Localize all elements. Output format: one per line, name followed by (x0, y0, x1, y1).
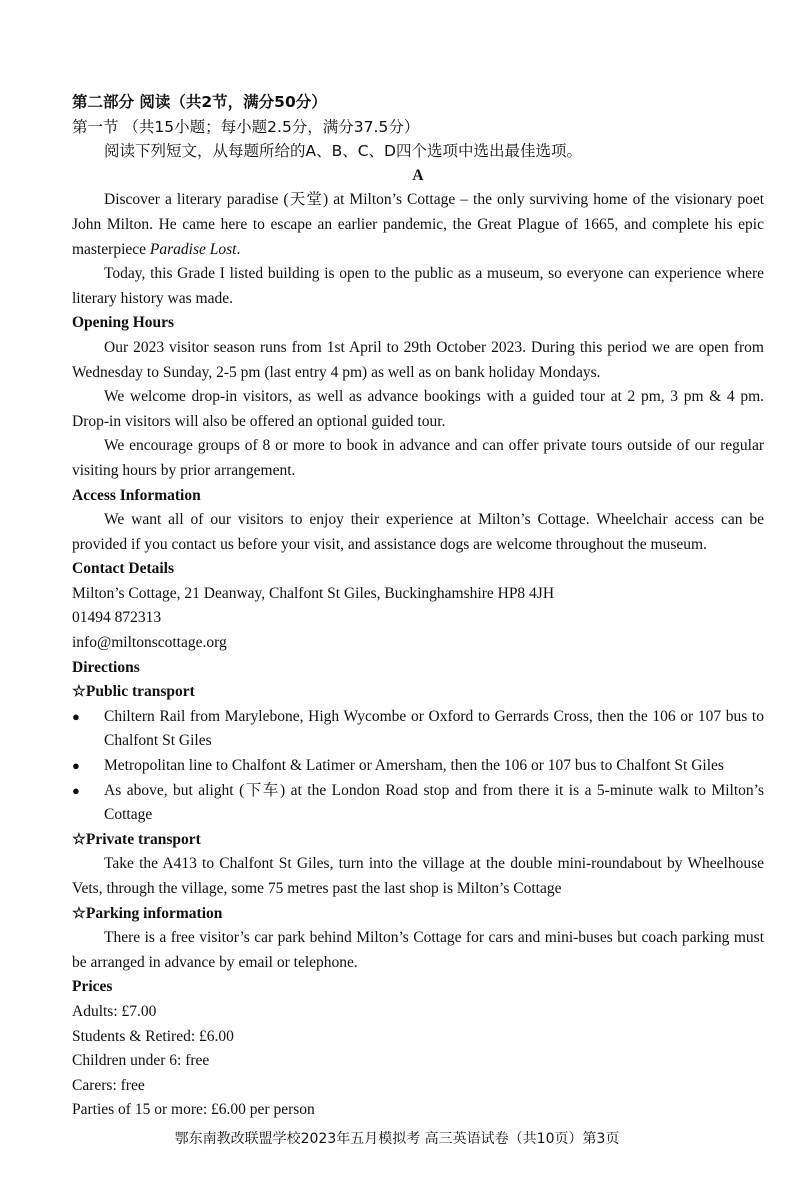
parking-heading: ☆Parking information (72, 904, 223, 922)
price-item: Children under 6: free (72, 1052, 210, 1070)
private-transport-heading: ☆Private transport (72, 830, 201, 848)
list-item: ● Metropolitan line to Chalfont & Latimer or Amersham, then the 106 or 107 bus to Chalfont St Giles (72, 754, 764, 779)
opening-hours-heading: Opening Hours (72, 314, 175, 332)
private-transport-text: Take the A413 to Chalfont St Giles, turn into the village at the double mini-roundabout by Wheelhouse Vets, through the village, some 75 metres past the last shop is Milton’s Cottage (72, 855, 764, 897)
subsection-header: 第一节 （共15小题；每小题2.5分，满分37.5分） (72, 117, 420, 136)
page-footer: 鄂东南教改联盟学校2023年五月模拟考 高三英语试卷（共10页）第3页 (174, 1131, 620, 1147)
access-heading: Access Information (72, 486, 201, 504)
opening-hours-paragraph-3: We encourage groups of 8 or more to book in advance and can offer private tours outside of our regular visiting hours by prior arrangement. (72, 437, 764, 479)
intro-paragraph-2: Today, this Grade I listed building is open to the public as a museum, so everyone can experience where literary history was made. (72, 265, 764, 307)
opening-hours-paragraph-1: Our 2023 visitor season runs from 1st April to 29th October 2023. During this period we are open from Wednesday to Sunday, 2-5 pm (last entry 4 pm) as well as on bank holiday Mondays. (72, 338, 764, 381)
price-item: Students & Retired: £6.00 (72, 1027, 234, 1045)
list-item: ● Chiltern Rail from Marylebone, High Wycombe or Oxford to Gerrards Cross, then the 106 or 107 bus to Chalfont St Giles (72, 705, 764, 754)
contact-address: Milton’s Cottage, 21 Deanway, Chalfont St Giles, Buckinghamshire HP8 4JH (72, 584, 555, 602)
directions-heading: Directions (72, 658, 140, 676)
passage-letter: A (412, 166, 424, 184)
section-header: 第二部分 阅读（共2节，满分50分） (72, 93, 327, 111)
price-item: Parties of 15 or more: £6.00 per person (72, 1101, 315, 1119)
instructions: 阅读下列短文，从每题所给的A、B、C、D四个选项中选出最佳选项。 (104, 142, 582, 161)
public-transport-heading: ☆Public transport (72, 683, 195, 701)
prices-heading: Prices (72, 978, 113, 996)
price-item: Carers: free (72, 1076, 145, 1094)
opening-hours-paragraph-2: We welcome drop-in visitors, as well as advance bookings with a guided tour at 2 pm, 3 pm & 4 pm. Drop-in visitors will also be offered an optional guided tour. (72, 388, 764, 430)
parking-text: There is a free visitor’s car park behind Milton’s Cottage for cars and mini-buses but coach parking must be arranged in advance by email or telephone. (72, 929, 764, 971)
contact-phone: 01494 872313 (72, 609, 162, 627)
price-item: Adults: £7.00 (72, 1002, 157, 1020)
access-paragraph: We want all of our visitors to enjoy their experience at Milton’s Cottage. Wheelchair access can be provided if you contact us before your visit, and assistance dogs are welcome throughout the museum. (72, 511, 764, 553)
contact-email: info@miltonscottage.org (72, 634, 227, 652)
book-title: Paradise Lost (149, 240, 237, 258)
contact-heading: Contact Details (72, 560, 175, 578)
intro-paragraph-1: Discover a literary paradise (天堂) at Milton’s Cottage – the only surviving home of the visionary poet John Milton. He came here to escape an earlier pandemic, the Great Plague of 1665, and complete his epic masterpiece Paradise Lost. (72, 191, 764, 258)
list-item: ● As above, but alight (下车) at the London Road stop and from there it is a 5-minute walk to Milton’s Cottage (72, 779, 764, 828)
page-content (72, 90, 764, 1123)
